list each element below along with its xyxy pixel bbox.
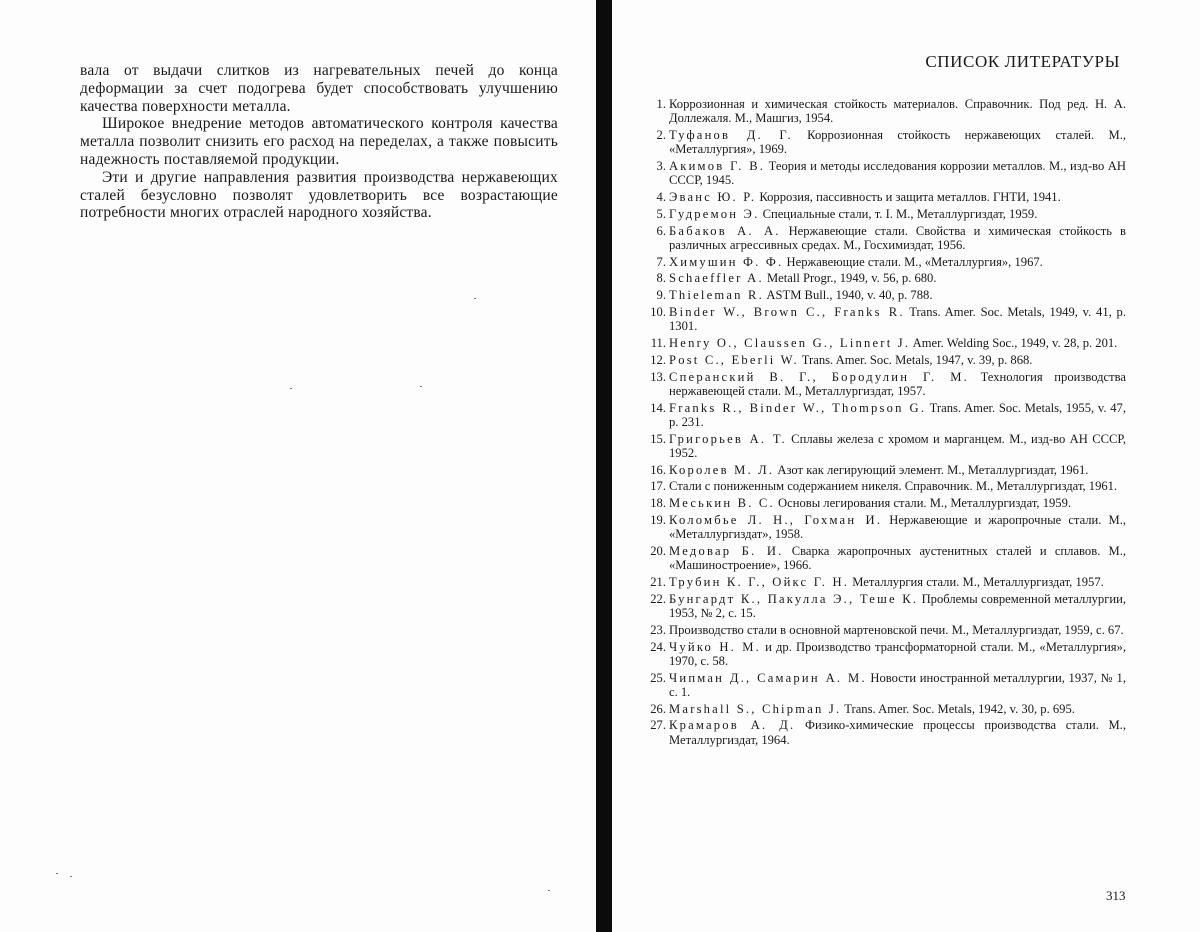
reference-item: [640, 671, 1126, 699]
reference-item: [640, 592, 1126, 620]
reference-number: 10.: [650, 304, 666, 319]
reference-author: Schaeffler A.: [669, 271, 764, 286]
reference-details: Нержавеющие стали. Свойства и химическая стойкость в различных агрессивных средах. М., Госхимиздат, 1956.: [669, 223, 1126, 252]
reference-details: Коррозионная и химическая стойкость материалов. Справочник. Под ред. Н. А. Доллежаля. М., Машгиз, 1954.: [669, 97, 1126, 126]
reference-text: [669, 336, 1126, 350]
book-gutter: [596, 0, 612, 932]
reference-text: [669, 432, 1126, 460]
reference-number: 16.: [650, 462, 666, 477]
reference-item: [640, 640, 1126, 668]
reference-details: ASTM Bull., 1940, v. 40, p. 788.: [763, 288, 933, 303]
reference-details: Технология производства нержавеющей стали. М., Металлургиздат, 1957.: [669, 369, 1126, 398]
reference-author: Бабаков А. А.: [669, 223, 781, 238]
reference-item: [640, 271, 1126, 285]
reference-item: [640, 575, 1126, 589]
reference-details: Trans. Amer. Soc. Metals, 1942, v. 30, p. 695.: [841, 701, 1075, 716]
reference-item: [640, 463, 1126, 477]
reference-number: 1.: [656, 97, 666, 111]
reference-item: [640, 336, 1126, 350]
reference-item: [640, 513, 1126, 541]
reference-item: [640, 718, 1126, 746]
reference-author: Григорьев А. Т.: [669, 431, 787, 446]
reference-text: [669, 207, 1126, 221]
left-page: [0, 0, 596, 932]
reference-item: [640, 128, 1126, 156]
reference-number: 14.: [650, 400, 666, 415]
scan-speck: [548, 890, 550, 891]
reference-item: [640, 190, 1126, 204]
scan-speck: [290, 388, 292, 389]
reference-text: [669, 159, 1126, 187]
reference-details: Trans. Amer. Soc. Metals, 1949, v. 41, p. 1301.: [669, 304, 1126, 334]
reference-number: 2.: [656, 128, 666, 142]
reference-author: Акимов Г. В.: [669, 159, 766, 173]
reference-item: [640, 544, 1126, 572]
reference-author: Меськин В. С.: [669, 496, 775, 511]
reference-details: Металлургия стали. М., Металлургиздат, 1957.: [849, 574, 1104, 589]
reference-list: [640, 97, 1126, 749]
reference-number: 19.: [650, 512, 666, 527]
reference-author: Post C., Eberli W.: [669, 352, 799, 367]
reference-author: Marshall S., Chipman J.: [669, 701, 842, 716]
reference-details: Коррозия, пассивность и защита металлов. ГНТИ, 1941.: [756, 190, 1061, 204]
reference-details: Trans. Amer. Soc. Metals, 1955, v. 47, p. 231.: [669, 400, 1126, 429]
reference-item: [640, 432, 1126, 460]
reference-author: Сперанский В. Г., Бородулин Г. М.: [669, 369, 969, 384]
reference-number: 6.: [656, 223, 666, 238]
reference-text: [669, 623, 1126, 637]
reference-item: [640, 370, 1126, 398]
reference-text: [669, 255, 1126, 269]
reference-text: [669, 288, 1126, 302]
reference-details: Сплавы железа с хромом и марганцем. М., изд-во АН СССР, 1952.: [669, 431, 1126, 460]
reference-details: Специальные стали, т. I. М., Металлургиздат, 1959.: [759, 206, 1038, 221]
reference-text: [669, 97, 1126, 125]
reference-number: 5.: [656, 206, 666, 221]
reference-author: Бунгардт К., Пакулла Э., Теше К.: [669, 591, 919, 606]
scan-speck: [420, 386, 422, 387]
reference-author: Коломбье Л. Н., Гохман И.: [669, 512, 883, 527]
reference-text: [669, 401, 1126, 429]
reference-item: [640, 305, 1126, 333]
reference-details: Производство стали в основной мартеновской печи. М., Металлургиздат, 1959, с. 67.: [669, 622, 1124, 637]
reference-details: Теория и методы исследования коррозии металлов. М., изд-во АН СССР, 1945.: [669, 159, 1126, 188]
reference-text: [669, 575, 1126, 589]
reference-details: и др. Производство трансформаторной стали. М., «Металлургия», 1970, с. 58.: [669, 639, 1126, 668]
reference-author: Binder W., Brown C., Franks R.: [669, 304, 905, 319]
reference-text: [669, 353, 1126, 367]
reference-item: [640, 159, 1126, 187]
reference-details: Trans. Amer. Soc. Metals, 1947, v. 39, p. 868.: [798, 352, 1033, 367]
scan-speck: [56, 873, 58, 874]
reference-number: 12.: [650, 352, 666, 367]
reference-details: Нержавеющие и жаропрочные стали. М., «Металлургиздат», 1958.: [669, 512, 1126, 542]
paragraph: вала от выдачи слитков из нагревательных печей до конца деформации за счет подогрева будет способствовать улучшению качества поверхности металла.: [80, 62, 558, 115]
left-body-text: [80, 62, 558, 222]
reference-number: 18.: [650, 496, 666, 511]
reference-details: Сварка жаропрочных аустенитных сталей и сплавов. М., «Машиностроение», 1966.: [669, 543, 1126, 573]
reference-author: Franks R., Binder W., Thompson G.: [669, 400, 927, 415]
reference-number: 15.: [650, 431, 666, 446]
reference-text: [669, 513, 1126, 541]
reference-details: Азот как легирующий элемент. М., Металлургиздат, 1961.: [774, 462, 1089, 477]
reference-number: 11.: [650, 335, 666, 350]
scan-speck: [474, 298, 476, 299]
reference-number: 26.: [650, 701, 666, 716]
reference-text: [669, 671, 1126, 699]
reference-text: [669, 718, 1126, 746]
reference-details: Коррозионная стойкость нержавеющих сталей. М., «Металлургия», 1969.: [669, 128, 1126, 157]
reference-number: 23.: [650, 622, 666, 637]
reference-details: Metall Progr., 1949, v. 56, p. 680.: [763, 271, 937, 286]
reference-number: 13.: [650, 369, 666, 384]
reference-details: Стали с пониженным содержанием никеля. Справочник. М., Металлургиздат, 1961.: [669, 479, 1118, 494]
reference-item: [640, 97, 1126, 125]
reference-text: [669, 479, 1126, 493]
reference-text: [669, 544, 1126, 572]
reference-details: Физико-химические процессы производства стали. М., Металлургиздат, 1964.: [669, 718, 1126, 747]
reference-number: 8.: [656, 271, 666, 286]
reference-number: 24.: [650, 639, 666, 654]
scan-speck: [70, 876, 72, 877]
reference-number: 25.: [650, 670, 666, 685]
reference-text: [669, 128, 1126, 156]
reference-number: 20.: [650, 543, 666, 558]
page-number: 313: [1106, 888, 1126, 903]
reference-author: Henry O., Claussen G., Linnert J.: [669, 335, 911, 350]
reference-author: Эванс Ю. Р.: [669, 190, 757, 204]
reference-text: [669, 271, 1126, 285]
reference-text: [669, 702, 1126, 716]
reference-number: 3.: [656, 159, 666, 173]
reference-item: [640, 207, 1126, 221]
reference-author: Thieleman R.: [669, 288, 764, 303]
reference-item: [640, 496, 1126, 510]
reference-details: Нержавеющие стали. М., «Металлургия», 1967.: [783, 254, 1043, 269]
reference-item: [640, 702, 1126, 716]
reference-details: Проблемы современной металлургии, 1953, № 2, с. 15.: [669, 591, 1126, 620]
reference-number: 22.: [650, 591, 666, 606]
reference-item: [640, 479, 1126, 493]
reference-author: Медовар Б. И.: [669, 543, 784, 558]
reference-text: [669, 190, 1126, 204]
reference-item: [640, 353, 1126, 367]
reference-number: 9.: [656, 288, 666, 303]
reference-text: [669, 640, 1126, 668]
paragraph: Эти и другие направления развития производства нержавеющих сталей безусловно позволят удовлетворить все возрастающие потребности многих отраслей народного хозяйства.: [80, 168, 558, 222]
reference-number: 17.: [650, 479, 666, 494]
reference-author: Химушин Ф. Ф.: [669, 254, 784, 269]
reference-author: Королев М. Л.: [669, 462, 775, 477]
reference-text: [669, 370, 1126, 398]
reference-item: [640, 401, 1126, 429]
reference-author: Чуйко Н. М.: [669, 639, 762, 654]
reference-number: 27.: [650, 718, 666, 733]
reference-details: Новости иностранной металлургии, 1937, № 1, с. 1.: [669, 670, 1126, 699]
reference-author: Трубин К. Г., Ойкс Г. Н.: [669, 574, 850, 589]
reference-details: Основы легирования стали. М., Металлургиздат, 1959.: [774, 496, 1072, 511]
reference-text: [669, 592, 1126, 620]
reference-number: 21.: [650, 574, 666, 589]
reference-author: Крамаров А. Д.: [669, 718, 796, 733]
reference-number: 7.: [656, 254, 666, 269]
reference-text: [669, 305, 1126, 333]
reference-item: [640, 255, 1126, 269]
reference-item: [640, 623, 1126, 637]
reference-text: [669, 496, 1126, 510]
reference-author: Гудремон Э.: [669, 206, 760, 221]
reference-author: Чипман Д., Самарин А. М.: [669, 670, 867, 685]
reference-details: Amer. Welding Soc., 1949, v. 28, p. 201.: [910, 335, 1118, 350]
page-title: СПИСОК ЛИТЕРАТУРЫ: [925, 52, 1120, 71]
reference-text: [669, 224, 1126, 252]
reference-author: Туфанов Д. Г.: [669, 128, 793, 142]
reference-item: [640, 288, 1126, 302]
reference-item: [640, 224, 1126, 252]
reference-text: [669, 463, 1126, 477]
reference-number: 4.: [656, 190, 666, 204]
paragraph: Широкое внедрение методов автоматического контроля качества металла позволит снизить его расход на переделах, а также повысить надежность поставляемой продукции.: [80, 115, 558, 168]
